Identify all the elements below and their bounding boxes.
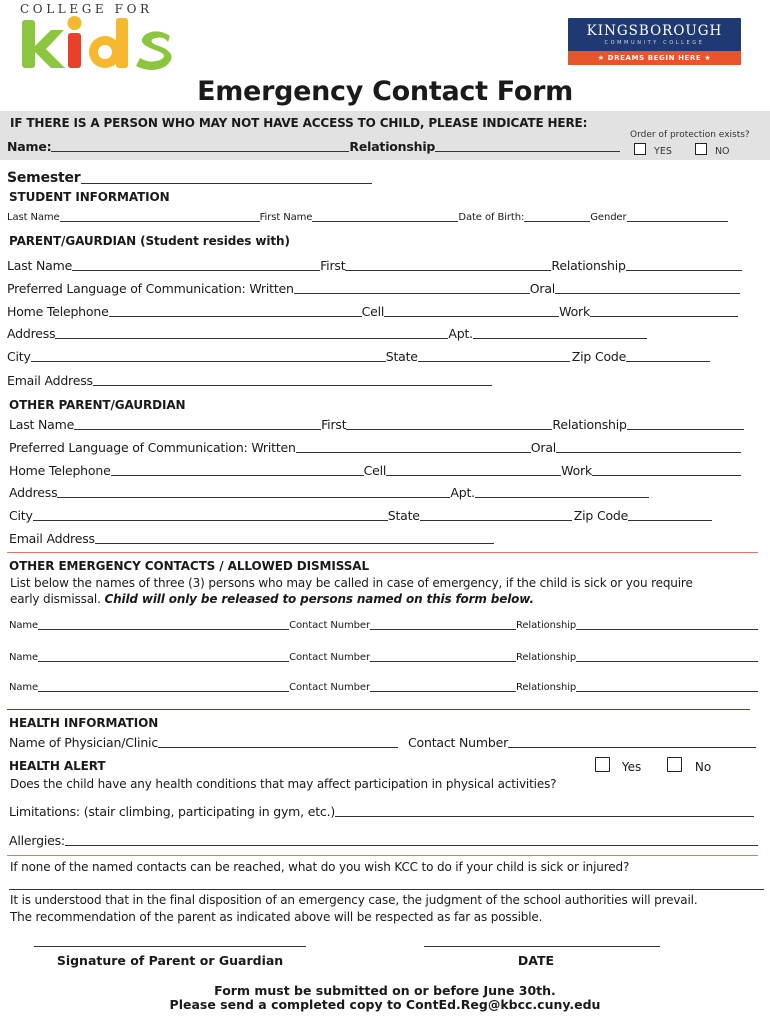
student-dob-label: Date of Birth: (458, 212, 525, 223)
contact-3-relationship-field[interactable] (576, 682, 758, 692)
other-parent-state-label: State (387, 508, 420, 523)
disclaimer-line-1: It is understood that in the final disposition of an emergency case, the judgment of the school authorities will prevail. (10, 893, 698, 907)
other-parent-first-label: First (321, 417, 347, 432)
deadline-notice: Form must be submitted on or before June 30th. (214, 983, 556, 998)
student-first-name-label: First Name (259, 212, 313, 223)
protection-options (634, 143, 730, 157)
parent-apt-field[interactable] (473, 327, 647, 339)
physician-contact-field[interactable] (508, 736, 756, 748)
other-parent-last-name-field[interactable] (74, 418, 321, 430)
health-info-heading: HEALTH INFORMATION (9, 716, 159, 730)
parent-apt-label: Apt. (448, 326, 473, 341)
student-gender-label: Gender (590, 212, 627, 223)
other-parent-name-row (9, 417, 744, 433)
other-parent-city-row (9, 508, 712, 524)
other-parent-address-label: Address (9, 485, 58, 500)
parent-cell-label: Cell (361, 304, 385, 319)
contact-2-name-label: Name (9, 652, 39, 663)
contact-1-name-label: Name (9, 620, 39, 631)
parent-language-written-field[interactable] (294, 282, 530, 294)
parent-zip-field[interactable] (626, 350, 710, 362)
signature-field[interactable] (34, 946, 306, 947)
parent-email-label: Email Address (7, 373, 93, 388)
parent-address-row (7, 326, 647, 342)
other-parent-city-label: City (9, 508, 33, 523)
other-parent-first-field[interactable] (346, 418, 552, 430)
section-divider (7, 552, 758, 553)
health-alert-yes-checkbox[interactable] (595, 757, 610, 772)
parent-city-label: City (7, 349, 31, 364)
parent-zip-label: Zip Code (571, 349, 627, 364)
parent-relationship-field[interactable] (626, 259, 742, 271)
contact-3-number-field[interactable] (370, 682, 516, 692)
emergency-intro-line-2 (10, 592, 534, 606)
contact-2-number-field[interactable] (370, 652, 516, 662)
restriction-relationship-field[interactable] (435, 140, 620, 152)
contact-2-relationship-label: Relationship (515, 652, 577, 663)
health-alert-no-checkbox[interactable] (667, 757, 682, 772)
student-info-heading: STUDENT INFORMATION (9, 190, 170, 204)
emergency-contacts-heading: OTHER EMERGENCY CONTACTS / ALLOWED DISMISSAL (9, 559, 370, 573)
student-dob-field[interactable] (524, 212, 590, 222)
limitations-row (9, 804, 754, 820)
kids-logo-tagline: COLLEGE FOR (20, 2, 153, 16)
restriction-name-field[interactable] (51, 140, 349, 152)
fallback-answer-field[interactable] (9, 889, 764, 890)
kingsborough-logo-subtitle: COMMUNITY COLLEGE (604, 40, 705, 46)
physician-field[interactable] (158, 736, 398, 748)
other-parent-work-field[interactable] (592, 464, 741, 476)
contact-1-name-field[interactable] (38, 620, 289, 630)
submission-instructions: Please send a completed copy to ContEd.Reg@kbcc.cuny.edu (169, 997, 601, 1012)
health-alert-heading: HEALTH ALERT (9, 759, 106, 773)
disclaimer-line-2: The recommendation of the parent as indicated above will be respected as far as possible. (10, 910, 543, 924)
other-parent-apt-label: Apt. (450, 485, 475, 500)
emergency-contact-row (9, 681, 758, 694)
restriction-relationship-label: Relationship (349, 139, 436, 154)
other-parent-language-row (9, 440, 741, 456)
allergies-row (9, 833, 758, 849)
parent-address-label: Address (7, 326, 56, 341)
protection-no-checkbox[interactable] (695, 143, 707, 155)
parent-work-field[interactable] (590, 305, 738, 317)
other-parent-home-phone-label: Home Telephone (9, 463, 111, 478)
other-parent-email-row (9, 531, 494, 547)
contact-1-relationship-label: Relationship (515, 620, 577, 631)
contact-3-number-label: Contact Number (289, 682, 370, 693)
other-parent-heading: OTHER PARENT/GAURDIAN (9, 398, 186, 412)
other-parent-state-field[interactable] (420, 509, 572, 521)
other-parent-last-name-label: Last Name (9, 417, 75, 432)
parent-language-oral-field[interactable] (555, 282, 740, 294)
parent-state-field[interactable] (418, 350, 570, 362)
restriction-row (7, 139, 620, 155)
other-parent-zip-field[interactable] (628, 509, 712, 521)
student-first-name-field[interactable] (312, 212, 458, 222)
parent-relationship-label: Relationship (551, 258, 626, 273)
other-parent-work-label: Work (561, 463, 593, 478)
emergency-intro-line-1: List below the names of three (3) persons who may be called in case of emergency, if the child is sick or you require (10, 576, 693, 590)
student-gender-field[interactable] (627, 212, 728, 222)
student-last-name-field[interactable] (60, 212, 260, 222)
parent-language-written-label: Preferred Language of Communication: Written (7, 281, 294, 296)
semester-label: Semester (7, 170, 81, 186)
other-parent-relationship-field[interactable] (627, 418, 744, 430)
emergency-release-notice: Child will only be released to persons named on this form below. (104, 592, 534, 606)
restriction-name-label: Name: (7, 139, 52, 154)
protection-yes-label: YES (654, 146, 672, 157)
contact-2-number-label: Contact Number (289, 652, 370, 663)
health-physician-row (9, 735, 756, 751)
allergies-label: Allergies: (9, 833, 65, 848)
restriction-heading: IF THERE IS A PERSON WHO MAY NOT HAVE ACCESS TO CHILD, PLEASE INDICATE HERE: (10, 116, 588, 130)
parent-language-oral-label: Oral (529, 281, 556, 296)
other-parent-cell-field[interactable] (386, 464, 561, 476)
physician-label: Name of Physician/Clinic (9, 735, 158, 750)
semester-field[interactable] (81, 172, 373, 184)
contact-3-name-field[interactable] (38, 682, 289, 692)
signature-label: Signature of Parent or Guardian (56, 953, 284, 968)
physician-contact-label: Contact Number (408, 735, 509, 750)
contact-1-relationship-field[interactable] (576, 620, 758, 630)
other-parent-language-oral-label: Oral (530, 440, 557, 455)
other-parent-language-written-label: Preferred Language of Communication: Written (9, 440, 296, 455)
kids-logo-graphic (18, 0, 218, 74)
limitations-label: Limitations: (stair climbing, participating in gym, etc.) (9, 804, 336, 819)
other-parent-home-phone-field[interactable] (111, 464, 364, 476)
parent-address-field[interactable] (55, 327, 448, 339)
contact-2-relationship-field[interactable] (576, 652, 758, 662)
other-parent-email-field[interactable] (95, 532, 494, 544)
other-parent-address-row (9, 485, 649, 501)
other-parent-apt-field[interactable] (475, 486, 649, 498)
contact-2-name-field[interactable] (38, 652, 289, 662)
other-parent-city-field[interactable] (33, 509, 388, 521)
parent-heading: PARENT/GAURDIAN (Student resides with) (9, 234, 290, 248)
parent-language-row (7, 281, 740, 297)
student-last-name-label: Last Name (7, 212, 60, 223)
date-label: DATE (517, 953, 555, 968)
contact-3-relationship-label: Relationship (515, 682, 577, 693)
health-alert-options (595, 757, 711, 774)
other-parent-relationship-label: Relationship (552, 417, 627, 432)
parent-last-name-field[interactable] (72, 259, 320, 271)
parent-city-row (7, 349, 710, 365)
parent-cell-field[interactable] (384, 305, 559, 317)
emergency-contact-row (9, 619, 758, 632)
contact-3-name-label: Name (9, 682, 39, 693)
page-title: Emergency Contact Form (197, 76, 573, 107)
section-divider (7, 855, 758, 856)
health-alert-yes-label: Yes (621, 760, 642, 774)
student-info-row (7, 211, 728, 224)
protection-yes-checkbox[interactable] (634, 143, 646, 155)
parent-city-field[interactable] (31, 350, 386, 362)
parent-first-label: First (320, 258, 346, 273)
parent-home-phone-label: Home Telephone (7, 304, 109, 319)
section-divider (7, 709, 750, 710)
other-parent-email-label: Email Address (9, 531, 95, 546)
other-parent-cell-label: Cell (363, 463, 387, 478)
allergies-field[interactable] (65, 834, 758, 846)
parent-home-phone-field[interactable] (109, 305, 362, 317)
health-alert-question: Does the child have any health conditions that may affect participation in physical activities? (10, 777, 557, 791)
protection-question: Order of protection exists? (630, 130, 750, 140)
parent-email-field[interactable] (93, 374, 492, 386)
health-alert-no-label: No (694, 760, 712, 774)
emergency-contact-row (9, 651, 758, 664)
parent-name-row (7, 258, 742, 274)
kids-logo-word: kids (18, 0, 21, 1)
kingsborough-logo (568, 18, 741, 65)
semester-row (7, 170, 372, 186)
limitations-field[interactable] (335, 805, 754, 817)
other-parent-language-written-field[interactable] (296, 441, 531, 453)
contact-1-number-label: Contact Number (289, 620, 370, 631)
other-parent-language-oral-field[interactable] (556, 441, 741, 453)
other-parent-zip-label: Zip Code (573, 508, 629, 523)
parent-work-label: Work (559, 304, 591, 319)
date-field[interactable] (424, 946, 660, 947)
parent-phone-row (7, 304, 738, 320)
fallback-question: If none of the named contacts can be reached, what do you wish KCC to do if your child is sick or injured? (10, 860, 630, 874)
kingsborough-logo-name: KINGSBOROUGH (586, 23, 723, 39)
parent-state-label: State (385, 349, 418, 364)
contact-1-number-field[interactable] (370, 620, 516, 630)
other-parent-address-field[interactable] (57, 486, 450, 498)
emergency-intro-text: early dismissal. (10, 592, 101, 606)
parent-last-name-label: Last Name (7, 258, 73, 273)
parent-email-row (7, 373, 492, 389)
protection-no-label: NO (714, 146, 730, 157)
kingsborough-logo-slogan: ★ DREAMS BEGIN HERE ★ (568, 51, 741, 65)
parent-first-field[interactable] (345, 259, 551, 271)
other-parent-phone-row (9, 463, 741, 479)
